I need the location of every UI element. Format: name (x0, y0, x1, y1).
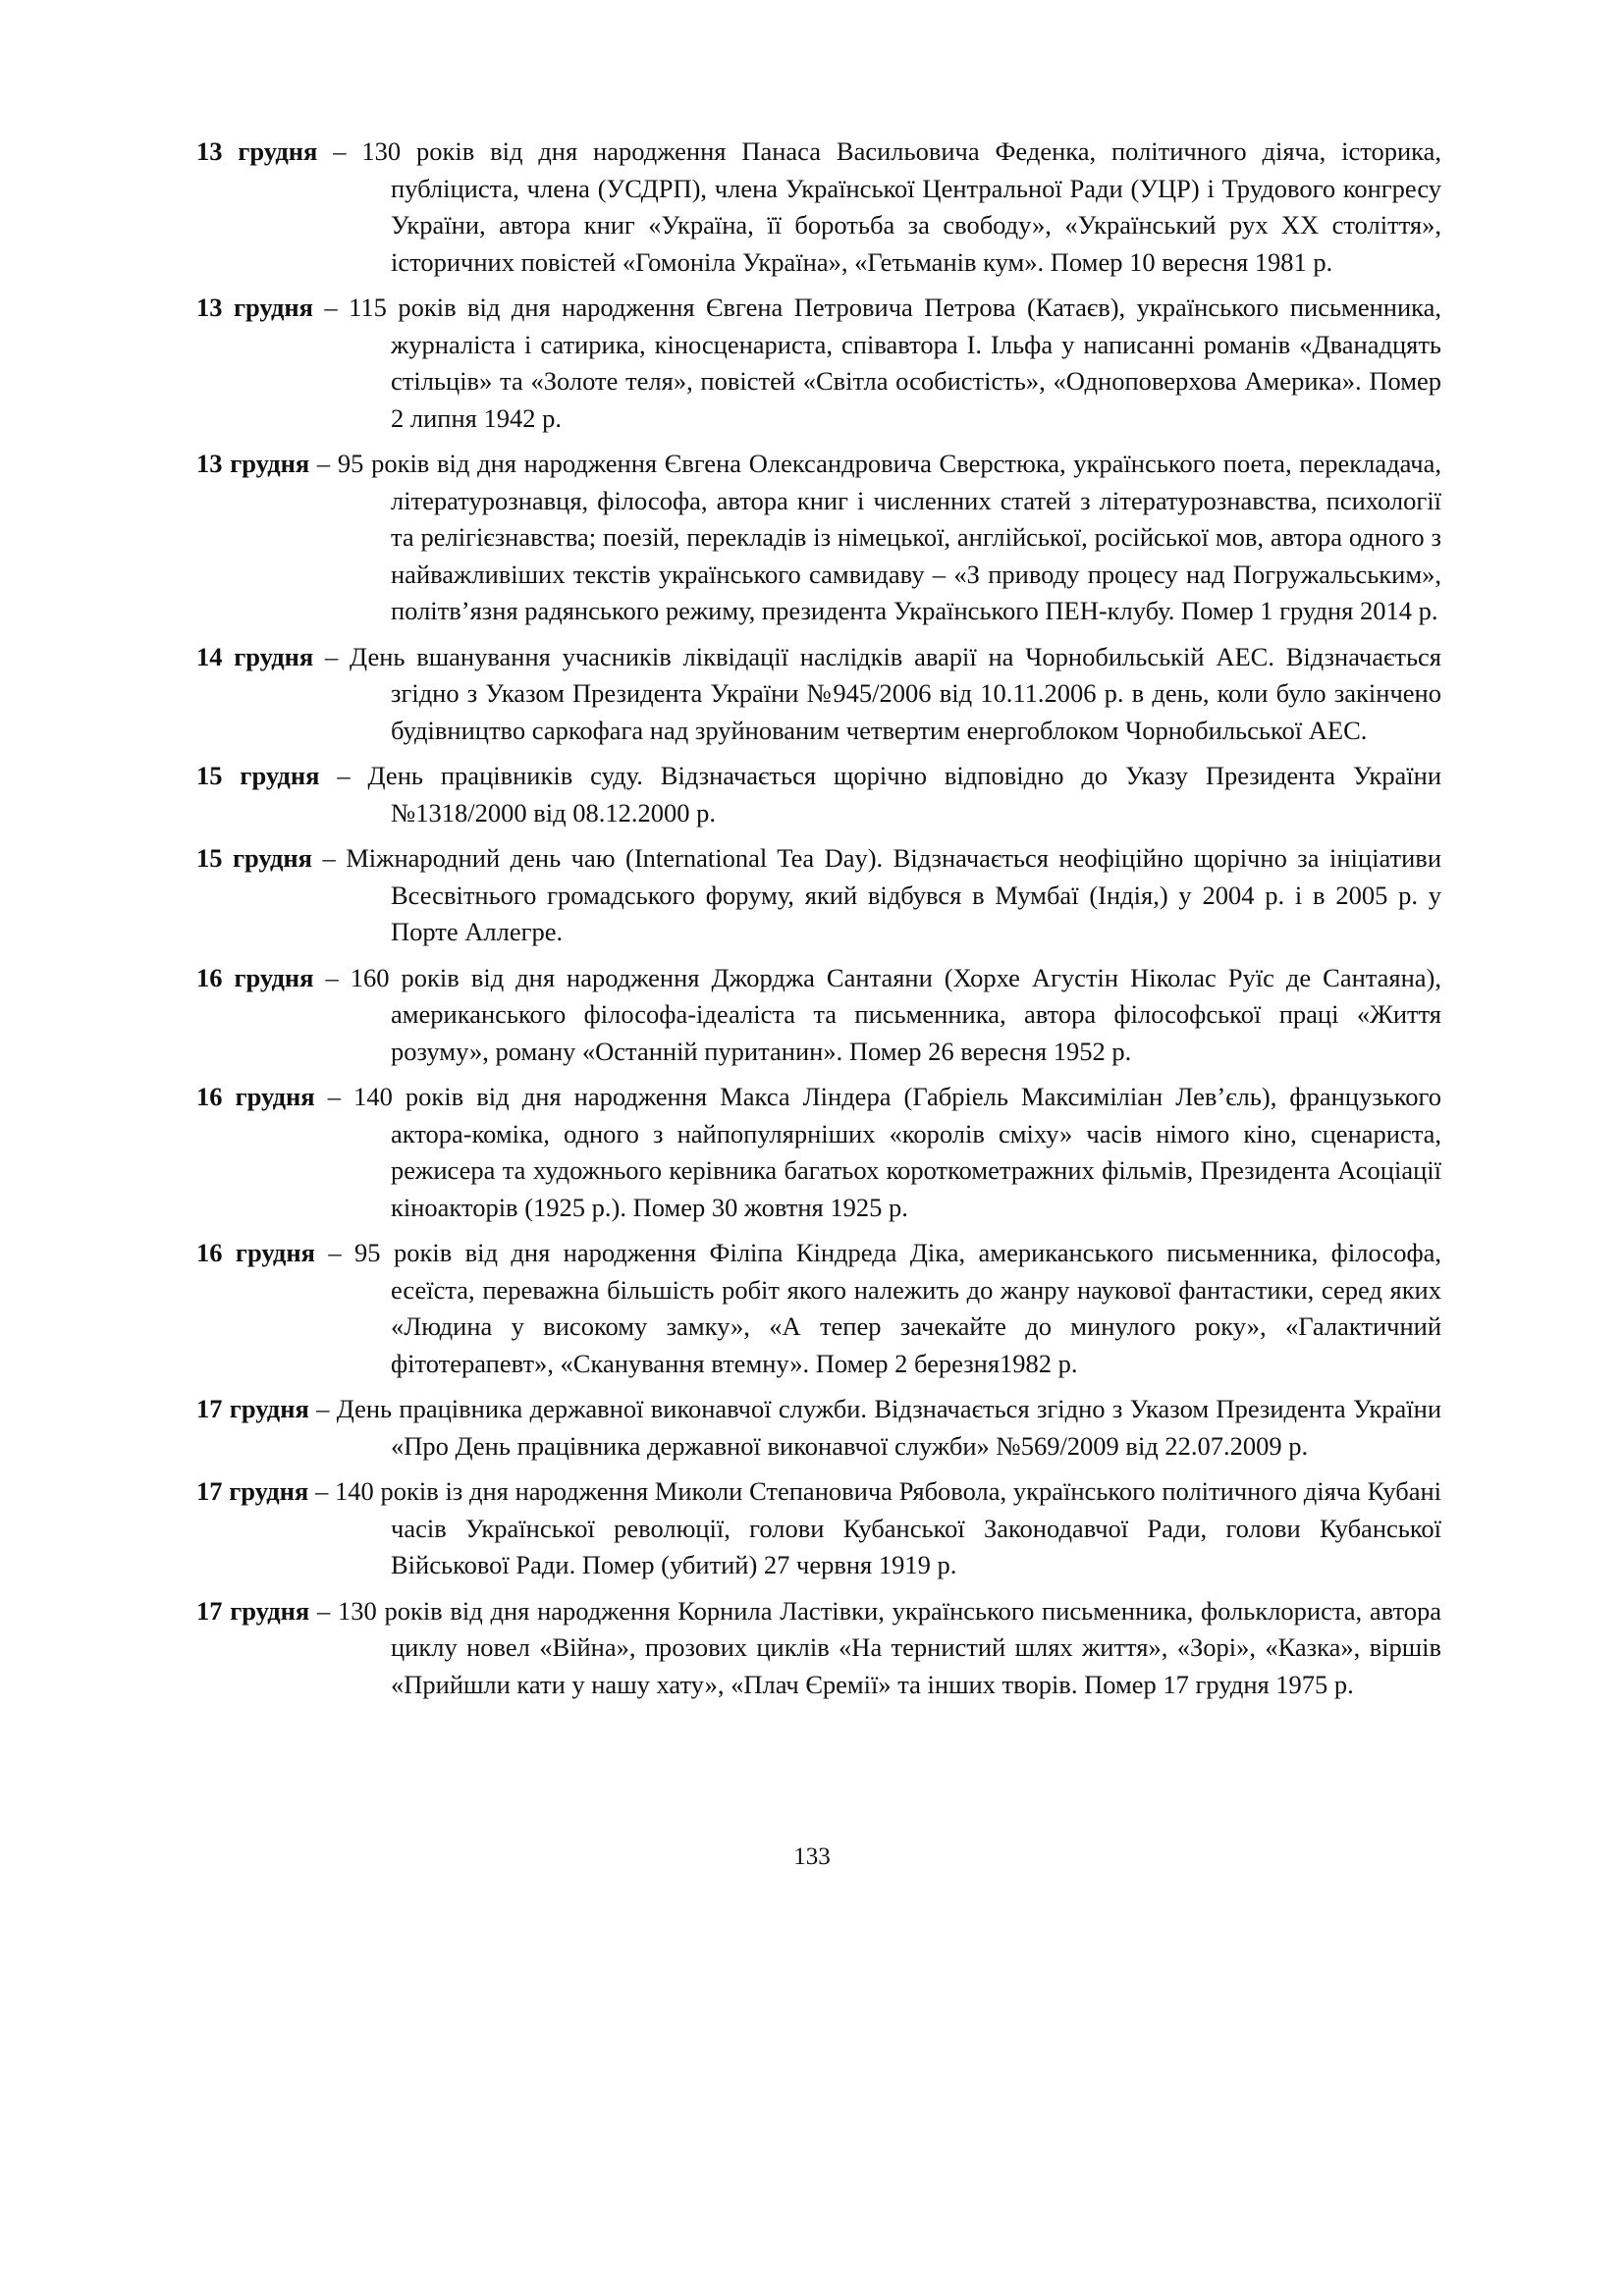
calendar-entries (196, 133, 1441, 1712)
entry-date: 13 грудня (196, 136, 318, 166)
calendar-entry (196, 639, 1441, 750)
entry-date: 14 грудня (196, 641, 314, 671)
calendar-entry (196, 133, 1441, 281)
entry-text: – 130 років від дня народження Панаса Васильовича Феденка, політичного діяча, історика, публіциста, члена (УСДРП), члена Української Центральної Ради (УЦР) і Трудового конгресу України, автора книг «Україна, її боротьба за свободу», «Український рух ХХ століття», історичних повістей «Гомоніла Україна», «Гетьманів кум». Помер 10 вересня 1981 р. (317, 136, 1442, 277)
calendar-entry (196, 1235, 1441, 1382)
entry-text: – День вшанування учасників ліквідації наслідків аварії на Чорнобильській АЕС. Відзначається згідно з Указом Президента України №945/2006 від 10.11.2006 р. в день, коли було закінчено будівництво саркофага над зруйнованим четвертим енергоблоком Чорнобильської АЕС. (313, 641, 1441, 745)
entry-date: 16 грудня (196, 1082, 315, 1111)
entry-date: 15 грудня (196, 843, 312, 873)
entry-date: 16 грудня (196, 962, 314, 992)
entry-date: 15 грудня (196, 761, 320, 790)
calendar-entry (196, 290, 1441, 437)
entry-date: 13 грудня (196, 449, 310, 478)
calendar-entry (196, 1593, 1441, 1704)
entry-date: 17 грудня (196, 1595, 310, 1626)
calendar-entry (196, 1079, 1441, 1226)
calendar-entry (196, 1473, 1441, 1584)
calendar-entry (196, 446, 1441, 630)
calendar-entry (196, 758, 1441, 831)
page-number: 133 (793, 1843, 831, 1870)
entry-text: – День працівників суду. Відзначається щорічно відповідно до Указу Президента України №1318/2000 від 08.12.2000 р. (319, 761, 1441, 828)
entry-text: – 130 років від дня народження Корнила Ластівки, українського письменника, фольклориста, автора циклу новел «Війна», прозових циклів «На тернистий шлях життя», «Зорі», «Казка», віршів «Прийшли кати у нашу хату», «Плач Єремії» та інших творів. Помер 17 грудня 1975 р. (309, 1595, 1441, 1699)
entry-date: 17 грудня (196, 1476, 309, 1506)
entry-text: – 140 років від дня народження Макса Ліндера (Габріель Максиміліан Лев’єль), французького актора-коміка, одного з найпопулярніших «королів сміху» часів німого кіно, сценариста, режисера та художнього керівника багатьох короткометражних фільмів, Президента Асоціації кіноакторів (1925 р.). Помер 30 жовтня 1925 р. (314, 1082, 1442, 1222)
calendar-entry (196, 840, 1441, 951)
entry-text: – 140 років із дня народження Миколи Степановича Рябовола, українського політичного діяча Кубані часів Української революції, голови Кубанської Законодавчої Ради, голови Кубанської Військової Ради. Помер (убитий) 27 червня 1919 р. (308, 1476, 1441, 1579)
entry-text: – День працівника державної виконавчої служби. Відзначається згідно з Указом Президента України «Про День працівника державної виконавчої служби» №569/2009 від 22.07.2009 р. (308, 1394, 1442, 1461)
entry-text: – 160 років від дня народження Джорджа Сантаяни (Хорхе Агустін Ніколас Руїс де Сантаяна), американського філософа-ідеаліста та письменника, автора філософської праці «Життя розуму», роману «Останній пуританин». Помер 26 вересня 1952 р. (313, 962, 1442, 1066)
calendar-entry (196, 1391, 1441, 1465)
entry-date: 16 грудня (196, 1238, 315, 1267)
entry-date: 13 грудня (196, 293, 313, 322)
entry-text: – 95 років від дня народження Філіпа Кіндреда Діка, американського письменника, філософа, есеїста, переважна більшість робіт якого належить до жанру наукової фантастики, серед яких «Людина у високому замку», «А тепер зачекайте до минулого року», «Галактичний фітотерапевт», «Сканування втемну». Помер 2 березня1982 р. (314, 1238, 1441, 1378)
entry-date: 17 грудня (196, 1394, 309, 1423)
calendar-entry (196, 960, 1441, 1071)
entry-text: – 115 років від дня народження Євгена Петровича Петрова (Катаєв), українського письменника, журналіста і сатирика, кіносценариста, співавтора І. Ільфа у написанні романів «Дванадцять стільців» та «Золоте теля», повістей «Світла особистість», «Одноповерхова Америка». Помер 2 липня 1942 р. (312, 293, 1441, 433)
entry-text: – Міжнародний день чаю (International Tea Day). Відзначається неофіційно щорічно за ініціативи Всесвітнього громадського форуму, який відбувся в Мумбаї (Індія,) у 2004 р. і в 2005 р. у Порте Аллегре. (312, 843, 1441, 946)
entry-text: – 95 років від дня народження Євгена Олександровича Сверстюка, українського поета, перекладача, літературознавця, філософа, автора книг і численних статей з літературознавства, психології та релігієзнавства; поезій, перекладів із німецької, англійської, російської мов, автора одного з найважливіших текстів українського самвидаву – «З приводу процесу над Погружальським», політв’язня радянського режиму, президента Українського ПЕН-клубу. Помер 1 грудня 2014 р. (309, 449, 1441, 625)
